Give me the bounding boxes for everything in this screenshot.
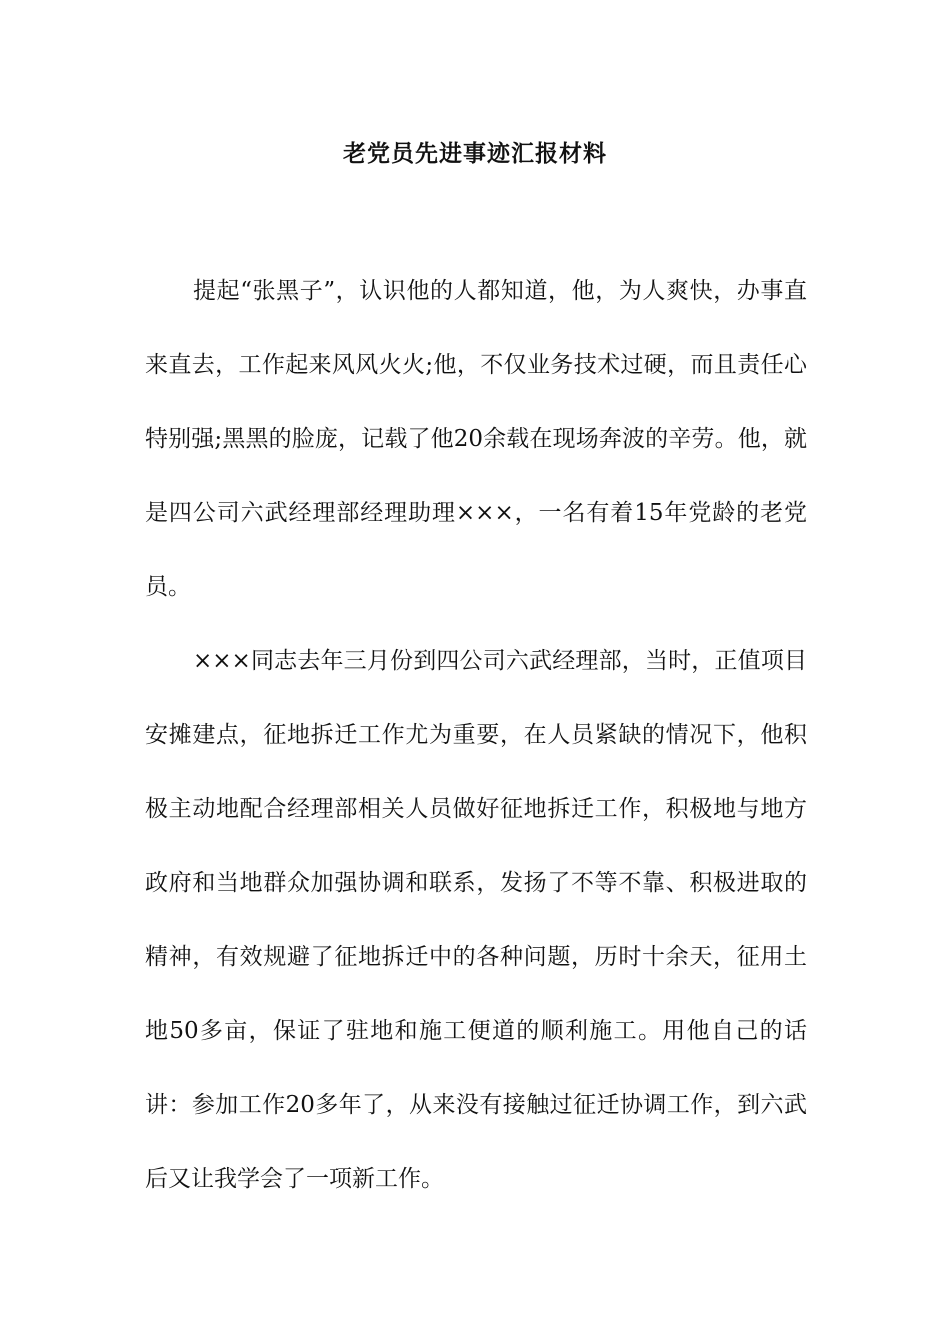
document-title: 老党员先进事迹汇报材料 xyxy=(343,141,607,167)
paragraph-2: ×××同志去年三月份到四公司六武经理部，当时，正值项目安摊建点，征地拆迁工作尤为重要，在人员紧缺的情况下，他积极主动地配合经理部相关人员做好征地拆迁工作，积极地与地方政府和当地群众加强协调和联系，发扬了不等不靠、积极进取的精神，有效规避了征地拆迁中的各种问题，历时十余天，征用土地50多亩，保证了驻地和施工便道的顺利施工。用他自己的话讲：参加工作20多年了，从来没有接触过征迁协调工作，到六武后又让我学会了一项新工作。 xyxy=(145,648,807,1192)
paragraph-1: 提起“张黑子”，认识他的人都知道，他，为人爽快，办事直来直去，工作起来风风火火;他，不仅业务技术过硬，而且责任心特别强;黑黑的脸庞，记载了他20余载在现场奔波的辛劳。他，就是四公司六武经理部经理助理×××，一名有着15年党龄的老党员。 xyxy=(145,278,807,600)
document-body xyxy=(145,254,807,1216)
